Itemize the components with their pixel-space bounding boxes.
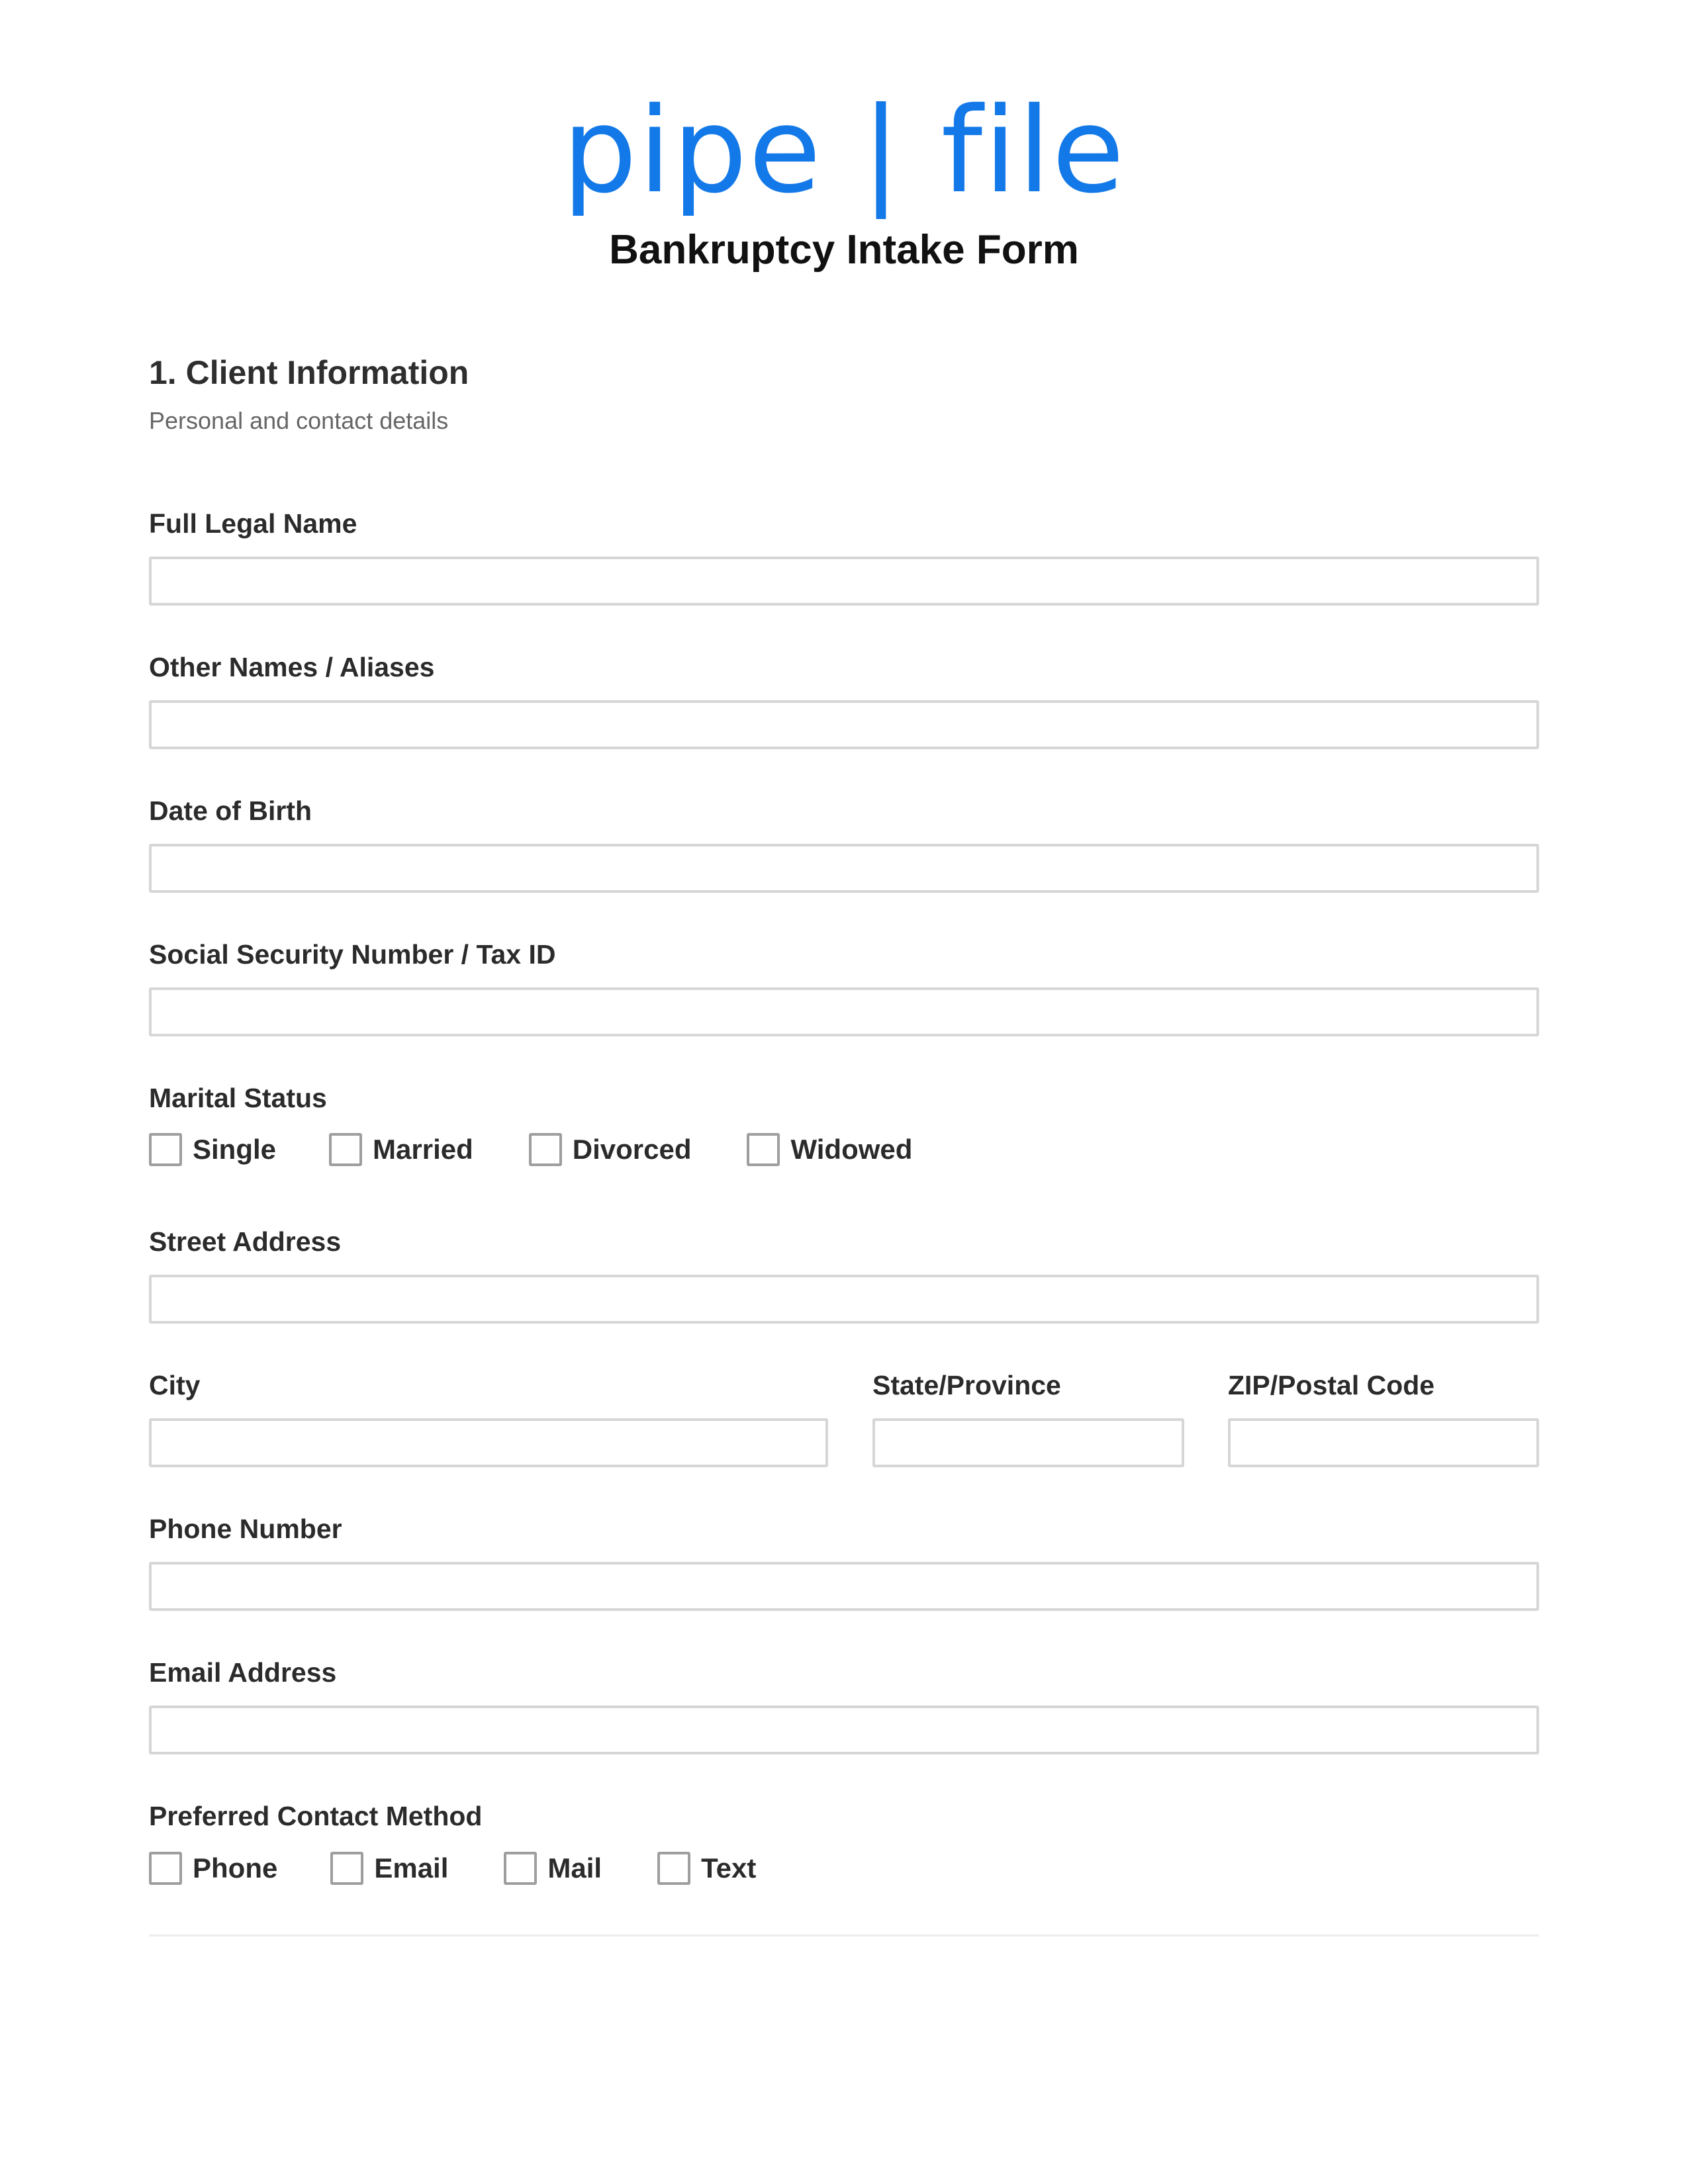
checkbox-label: Married (373, 1134, 473, 1165)
marital-status-widowed[interactable] (747, 1133, 912, 1166)
checkbox[interactable] (747, 1133, 780, 1166)
state-province-input[interactable] (872, 1418, 1184, 1467)
checkbox[interactable] (504, 1852, 537, 1885)
other-names-label: Other Names / Aliases (149, 652, 435, 682)
checkbox-label: Mail (547, 1852, 602, 1884)
marital-status-options (149, 1130, 912, 1169)
phone-number-label: Phone Number (149, 1514, 342, 1544)
street-address-label: Street Address (149, 1226, 342, 1257)
checkbox[interactable] (329, 1133, 362, 1166)
contact-method-email[interactable] (330, 1852, 448, 1885)
form-title: Bankruptcy Intake Form (609, 227, 1079, 273)
city-input[interactable] (149, 1418, 828, 1467)
checkbox[interactable] (149, 1133, 182, 1166)
zip-postal-code-label: ZIP/Postal Code (1228, 1370, 1435, 1400)
brand-logo: pipe | file (562, 82, 1126, 219)
checkbox-label: Text (701, 1852, 757, 1884)
marital-status-married[interactable] (329, 1133, 473, 1166)
other-names-input[interactable] (149, 700, 1539, 749)
checkbox-label: Phone (193, 1852, 278, 1884)
date-of-birth-label: Date of Birth (149, 796, 312, 826)
preferred-contact-method-options (149, 1848, 756, 1888)
street-address-input[interactable] (149, 1275, 1539, 1324)
marital-status-label: Marital Status (149, 1083, 327, 1113)
section-subtitle: Personal and contact details (149, 407, 449, 434)
ssn-tax-id-input[interactable] (149, 987, 1539, 1036)
section-title: 1. Client Information (149, 354, 469, 391)
checkbox[interactable] (529, 1133, 562, 1166)
marital-status-single[interactable] (149, 1133, 276, 1166)
checkbox[interactable] (149, 1852, 182, 1885)
phone-number-input[interactable] (149, 1562, 1539, 1611)
zip-postal-code-input[interactable] (1228, 1418, 1539, 1467)
preferred-contact-method-label: Preferred Contact Method (149, 1801, 483, 1831)
full-legal-name-input[interactable] (149, 557, 1539, 606)
checkbox-label: Widowed (790, 1134, 913, 1165)
state-province-label: State/Province (872, 1370, 1061, 1400)
marital-status-divorced[interactable] (529, 1133, 692, 1166)
checkbox[interactable] (330, 1852, 363, 1885)
date-of-birth-input[interactable] (149, 844, 1539, 893)
full-legal-name-label: Full Legal Name (149, 508, 357, 539)
city-label: City (149, 1370, 201, 1400)
checkbox-label: Divorced (572, 1134, 692, 1165)
section-divider (149, 1934, 1539, 1936)
contact-method-phone[interactable] (149, 1852, 277, 1885)
email-address-label: Email Address (149, 1657, 337, 1688)
contact-method-text[interactable] (657, 1852, 756, 1885)
checkbox-label: Single (193, 1134, 277, 1165)
ssn-tax-id-label: Social Security Number / Tax ID (149, 939, 556, 970)
contact-method-mail[interactable] (504, 1852, 602, 1885)
checkbox[interactable] (657, 1852, 690, 1885)
checkbox-label: Email (374, 1852, 449, 1884)
email-address-input[interactable] (149, 1706, 1539, 1754)
